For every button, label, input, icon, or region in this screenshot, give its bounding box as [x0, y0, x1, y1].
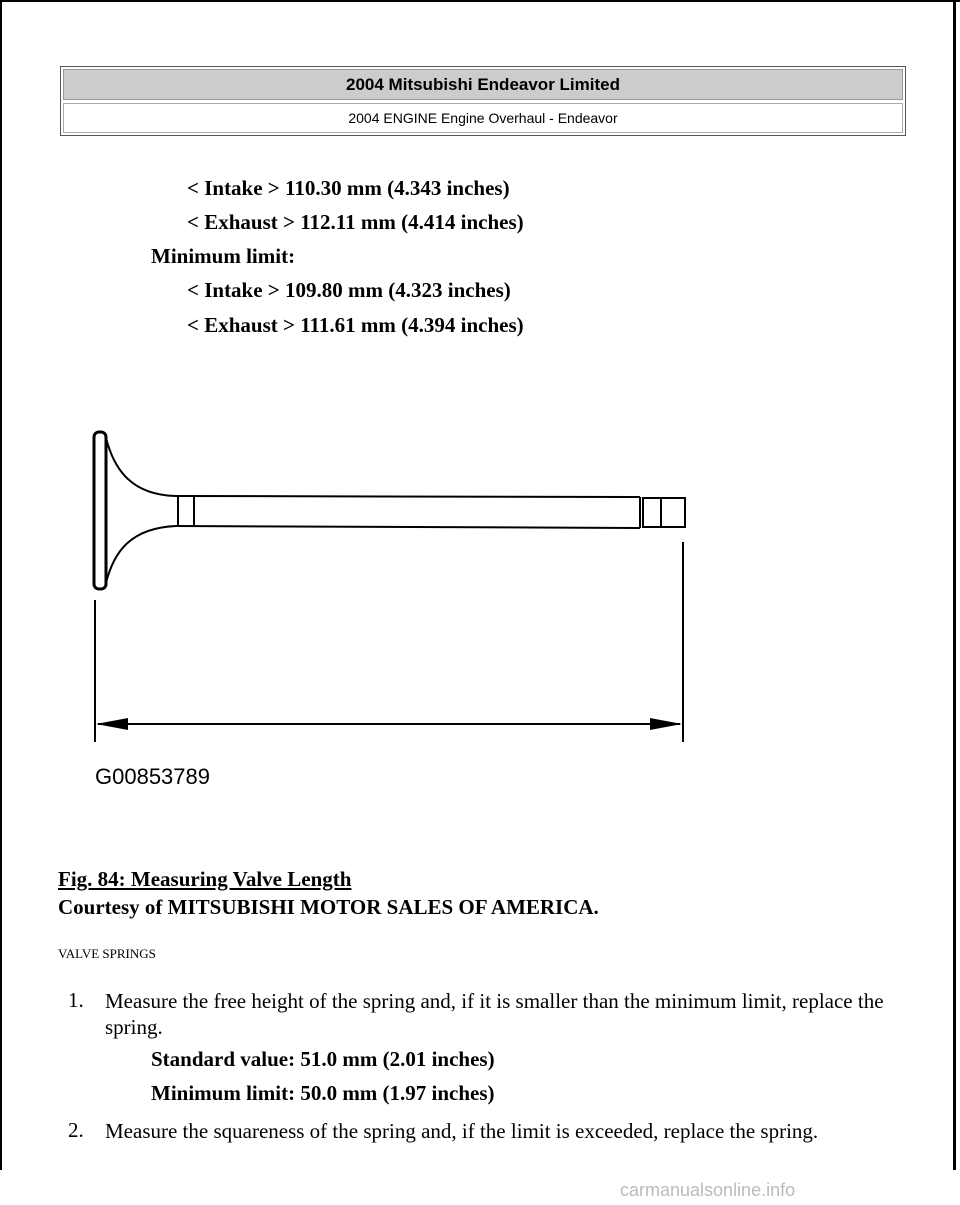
section-title: VALVE SPRINGS	[58, 946, 156, 961]
figure-caption-link[interactable]: Fig. 84: Measuring Valve Length	[58, 867, 352, 891]
valve-stem-tip	[643, 498, 685, 527]
list-item-number: 2.	[68, 1118, 84, 1142]
list-item-text: Measure the squareness of the spring and, if the limit is exceeded, replace the spring.	[105, 1119, 819, 1143]
header-subtitle: 2004 ENGINE Engine Overhaul - Endeavor	[63, 103, 903, 133]
valve-head-face	[94, 432, 106, 589]
valve-figure	[58, 420, 698, 805]
list-item	[68, 988, 895, 1040]
valve-drawing	[58, 420, 698, 800]
spec-exhaust-standard: < Exhaust > 112.11 mm (4.414 inches)	[187, 210, 524, 234]
dimension-arrow-right	[650, 718, 682, 730]
list-item	[68, 1118, 895, 1144]
spring-standard-value: Standard value: 51.0 mm (2.01 inches)	[151, 1047, 495, 1071]
document-header	[60, 66, 906, 136]
page-frame-top	[0, 0, 960, 2]
valve-stem-bottom	[176, 526, 640, 528]
spring-minimum-limit: Minimum limit: 50.0 mm (1.97 inches)	[151, 1081, 495, 1105]
figure-code: G00853789	[95, 764, 210, 789]
spec-intake-standard: < Intake > 110.30 mm (4.343 inches)	[187, 176, 510, 200]
page-frame-left	[0, 0, 2, 1170]
valve-head-upper-curve	[106, 438, 176, 496]
spec-exhaust-minimum: < Exhaust > 111.61 mm (4.394 inches)	[187, 313, 524, 337]
list-item-number: 1.	[68, 988, 84, 1012]
header-title: 2004 Mitsubishi Endeavor Limited	[63, 69, 903, 100]
list-item-text: Measure the free height of the spring and, if it is smaller than the minimum limit, replace the spring.	[105, 989, 884, 1039]
valve-stem-top	[176, 496, 640, 497]
page-frame-right	[953, 0, 956, 1170]
spec-minimum-heading: Minimum limit:	[151, 244, 296, 268]
watermark: carmanualsonline.info	[620, 1180, 796, 1200]
spec-intake-minimum: < Intake > 109.80 mm (4.323 inches)	[187, 278, 511, 302]
figure-courtesy: Courtesy of MITSUBISHI MOTOR SALES OF AMERICA.	[58, 895, 599, 919]
valve-head-lower-curve	[106, 526, 176, 583]
dimension-arrow-left	[96, 718, 128, 730]
